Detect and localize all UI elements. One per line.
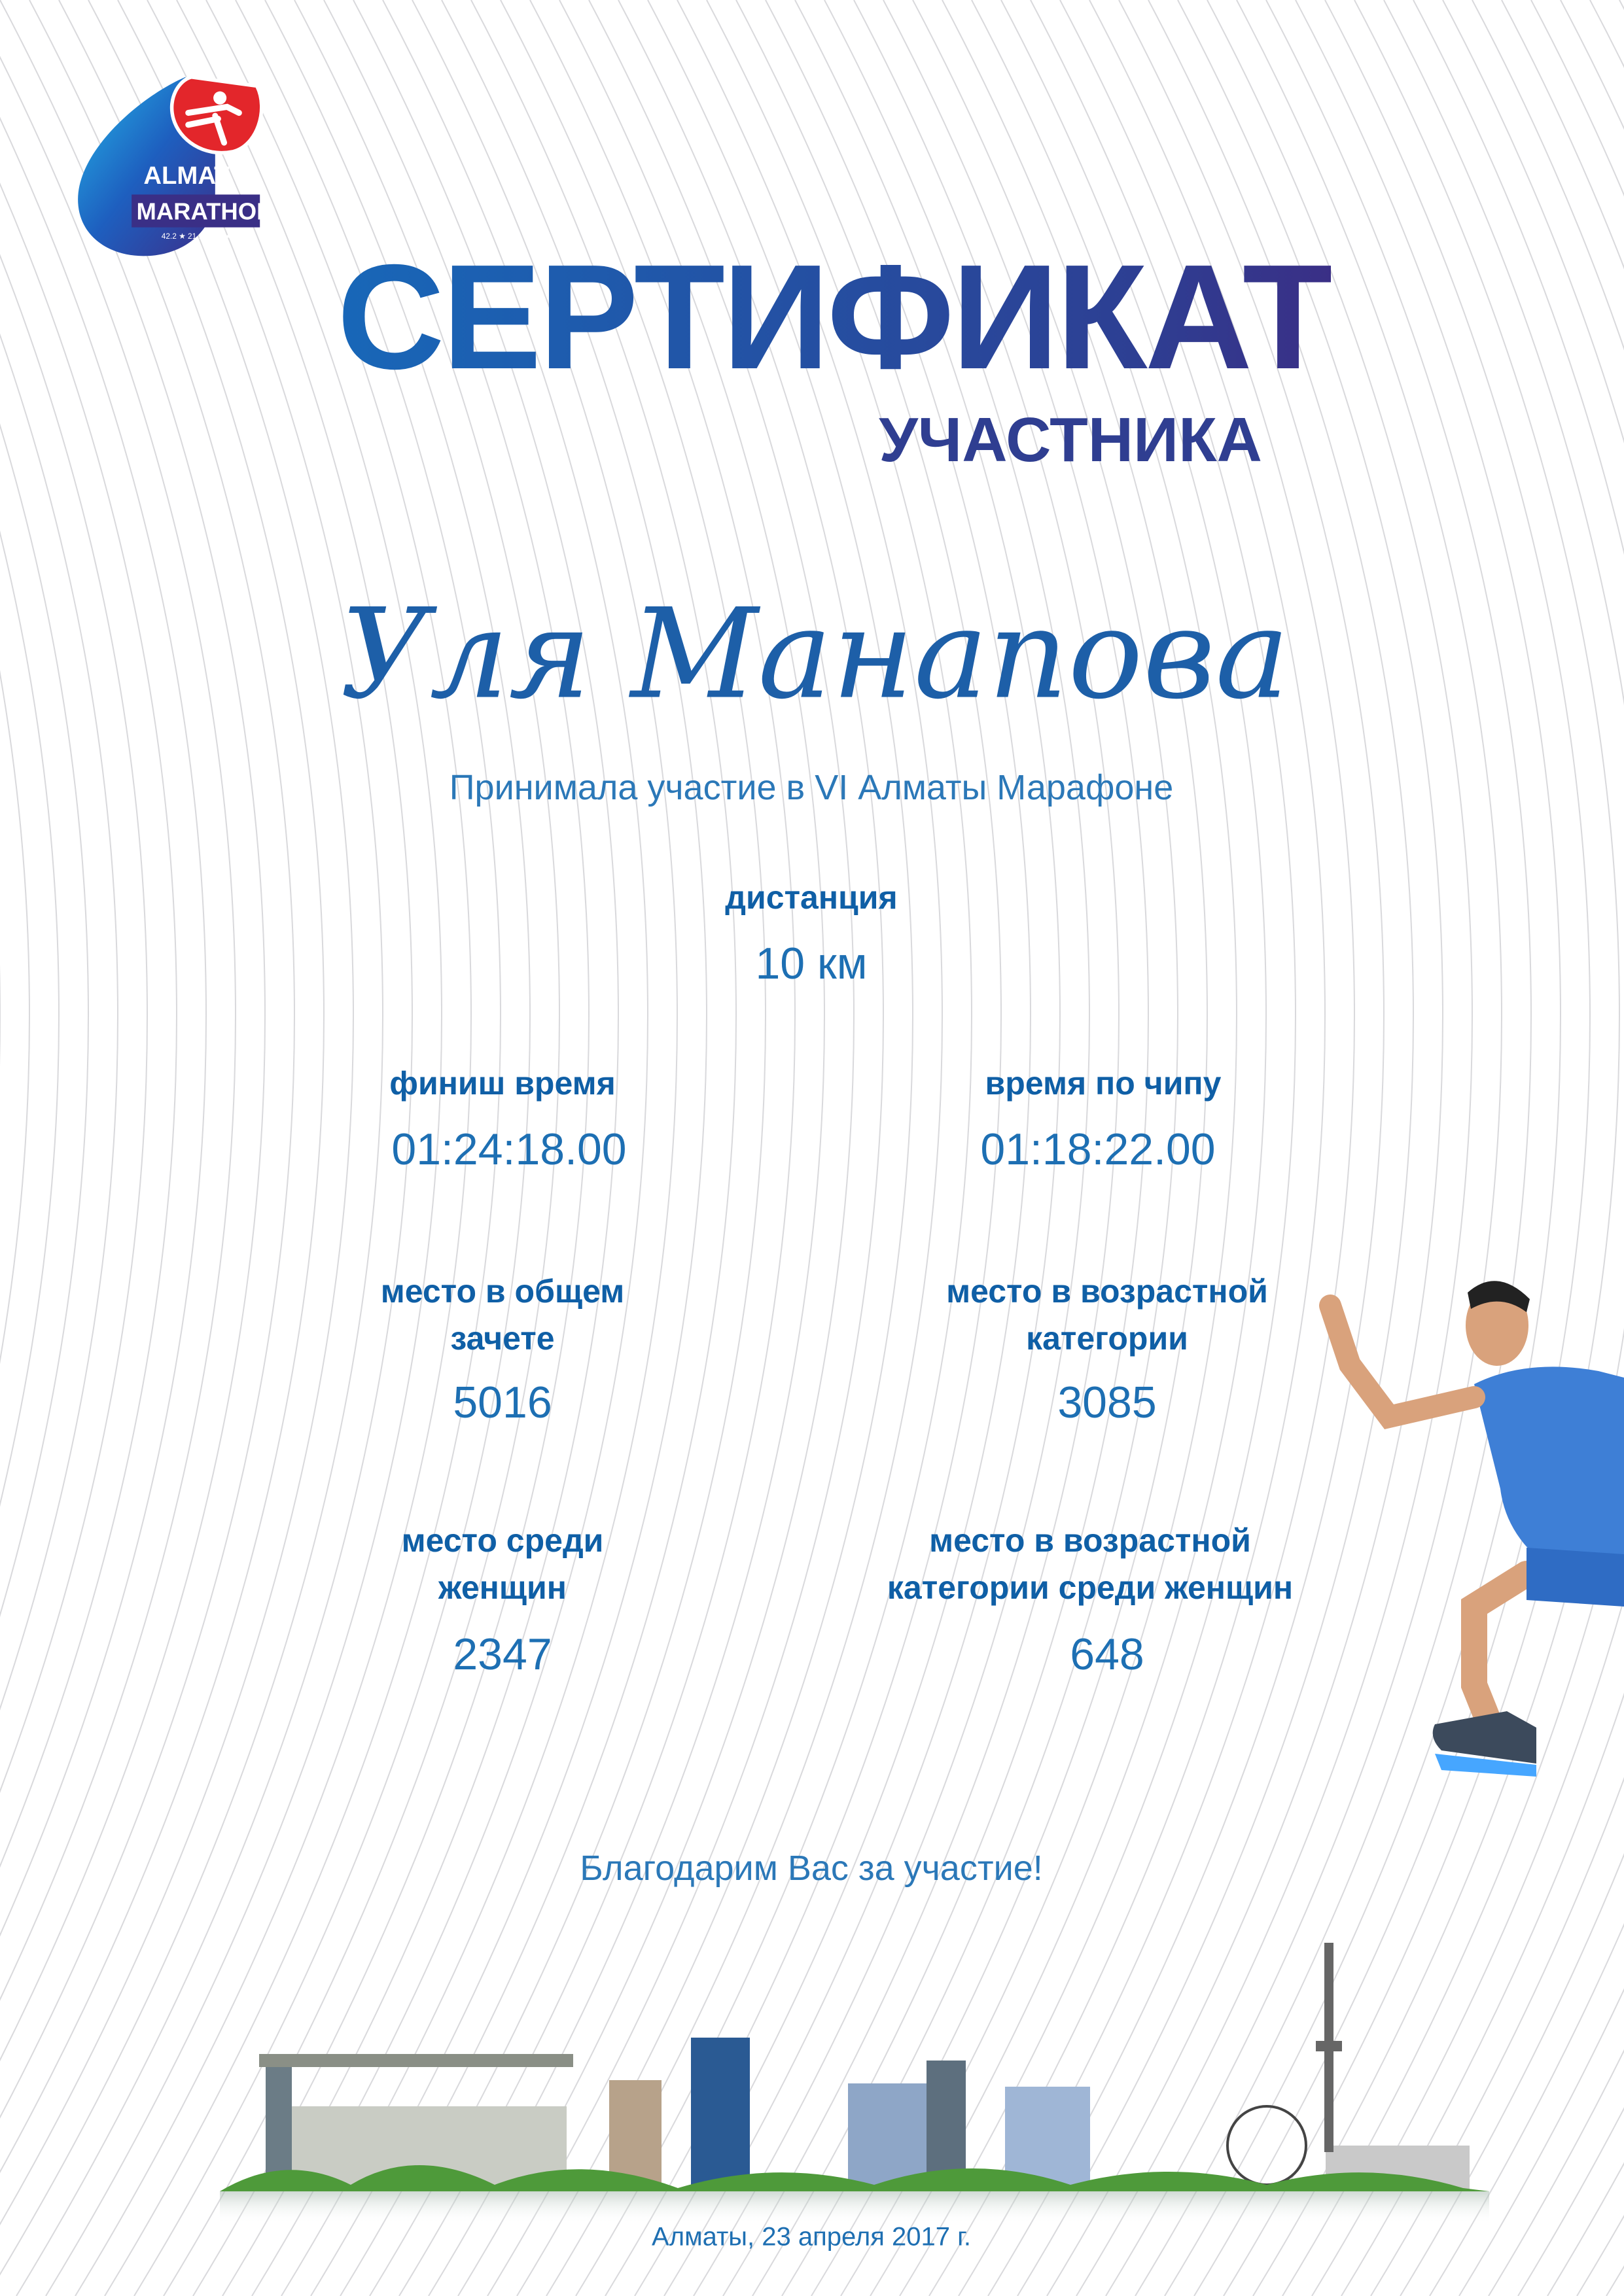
women-place-label [402,1517,604,1611]
certificate-title: СЕРТИФИКАТ [337,234,1332,400]
women-place-value: 2347 [453,1629,552,1679]
thanks-message: Благодарим Вас за участие! [580,1849,1043,1888]
almaty-skyline-image [220,1930,1489,2224]
label-line: место в возрастной [946,1273,1268,1310]
overall-place-label [381,1268,625,1362]
logo-text-line2: MARATHON [136,198,274,225]
finish-time-value: 01:24:18.00 [391,1124,627,1174]
age-women-place-value: 648 [1070,1629,1144,1679]
footer-date: Алматы, 23 апреля 2017 г. [652,2222,971,2252]
label-line: место среди [401,1522,604,1559]
chip-time-value: 01:18:22.00 [980,1124,1216,1174]
label-line: место в возрастной [929,1522,1251,1559]
participant-name: Уля Манапова [340,582,1290,727]
finish-time-label: финиш время [389,1065,616,1102]
age-women-place-label [887,1517,1293,1611]
runner-image [1311,1266,1624,1790]
distance-label: дистанция [725,879,898,916]
chip-time-label: время по чипу [985,1065,1222,1102]
label-line: категории среди женщин [887,1569,1294,1606]
label-line: женщин [438,1569,567,1606]
label-line: место в общем [380,1273,625,1310]
almaty-marathon-logo [65,62,281,265]
overall-place-value: 5016 [453,1378,552,1427]
participation-statement: Принимала участие в VI Алматы Марафоне [449,768,1174,807]
logo-text-line1: ALMATY [143,162,247,190]
label-line: категории [1026,1320,1188,1357]
age-place-value: 3085 [1057,1378,1157,1427]
certificate-subtitle: УЧАСТНИКА [879,405,1262,475]
distance-value: 10 км [755,939,868,988]
age-place-label [946,1268,1268,1362]
logo-distances: 42.2 ★ 21.1 ★ 10 ★ 3 [161,231,239,241]
label-line: зачете [450,1320,555,1357]
